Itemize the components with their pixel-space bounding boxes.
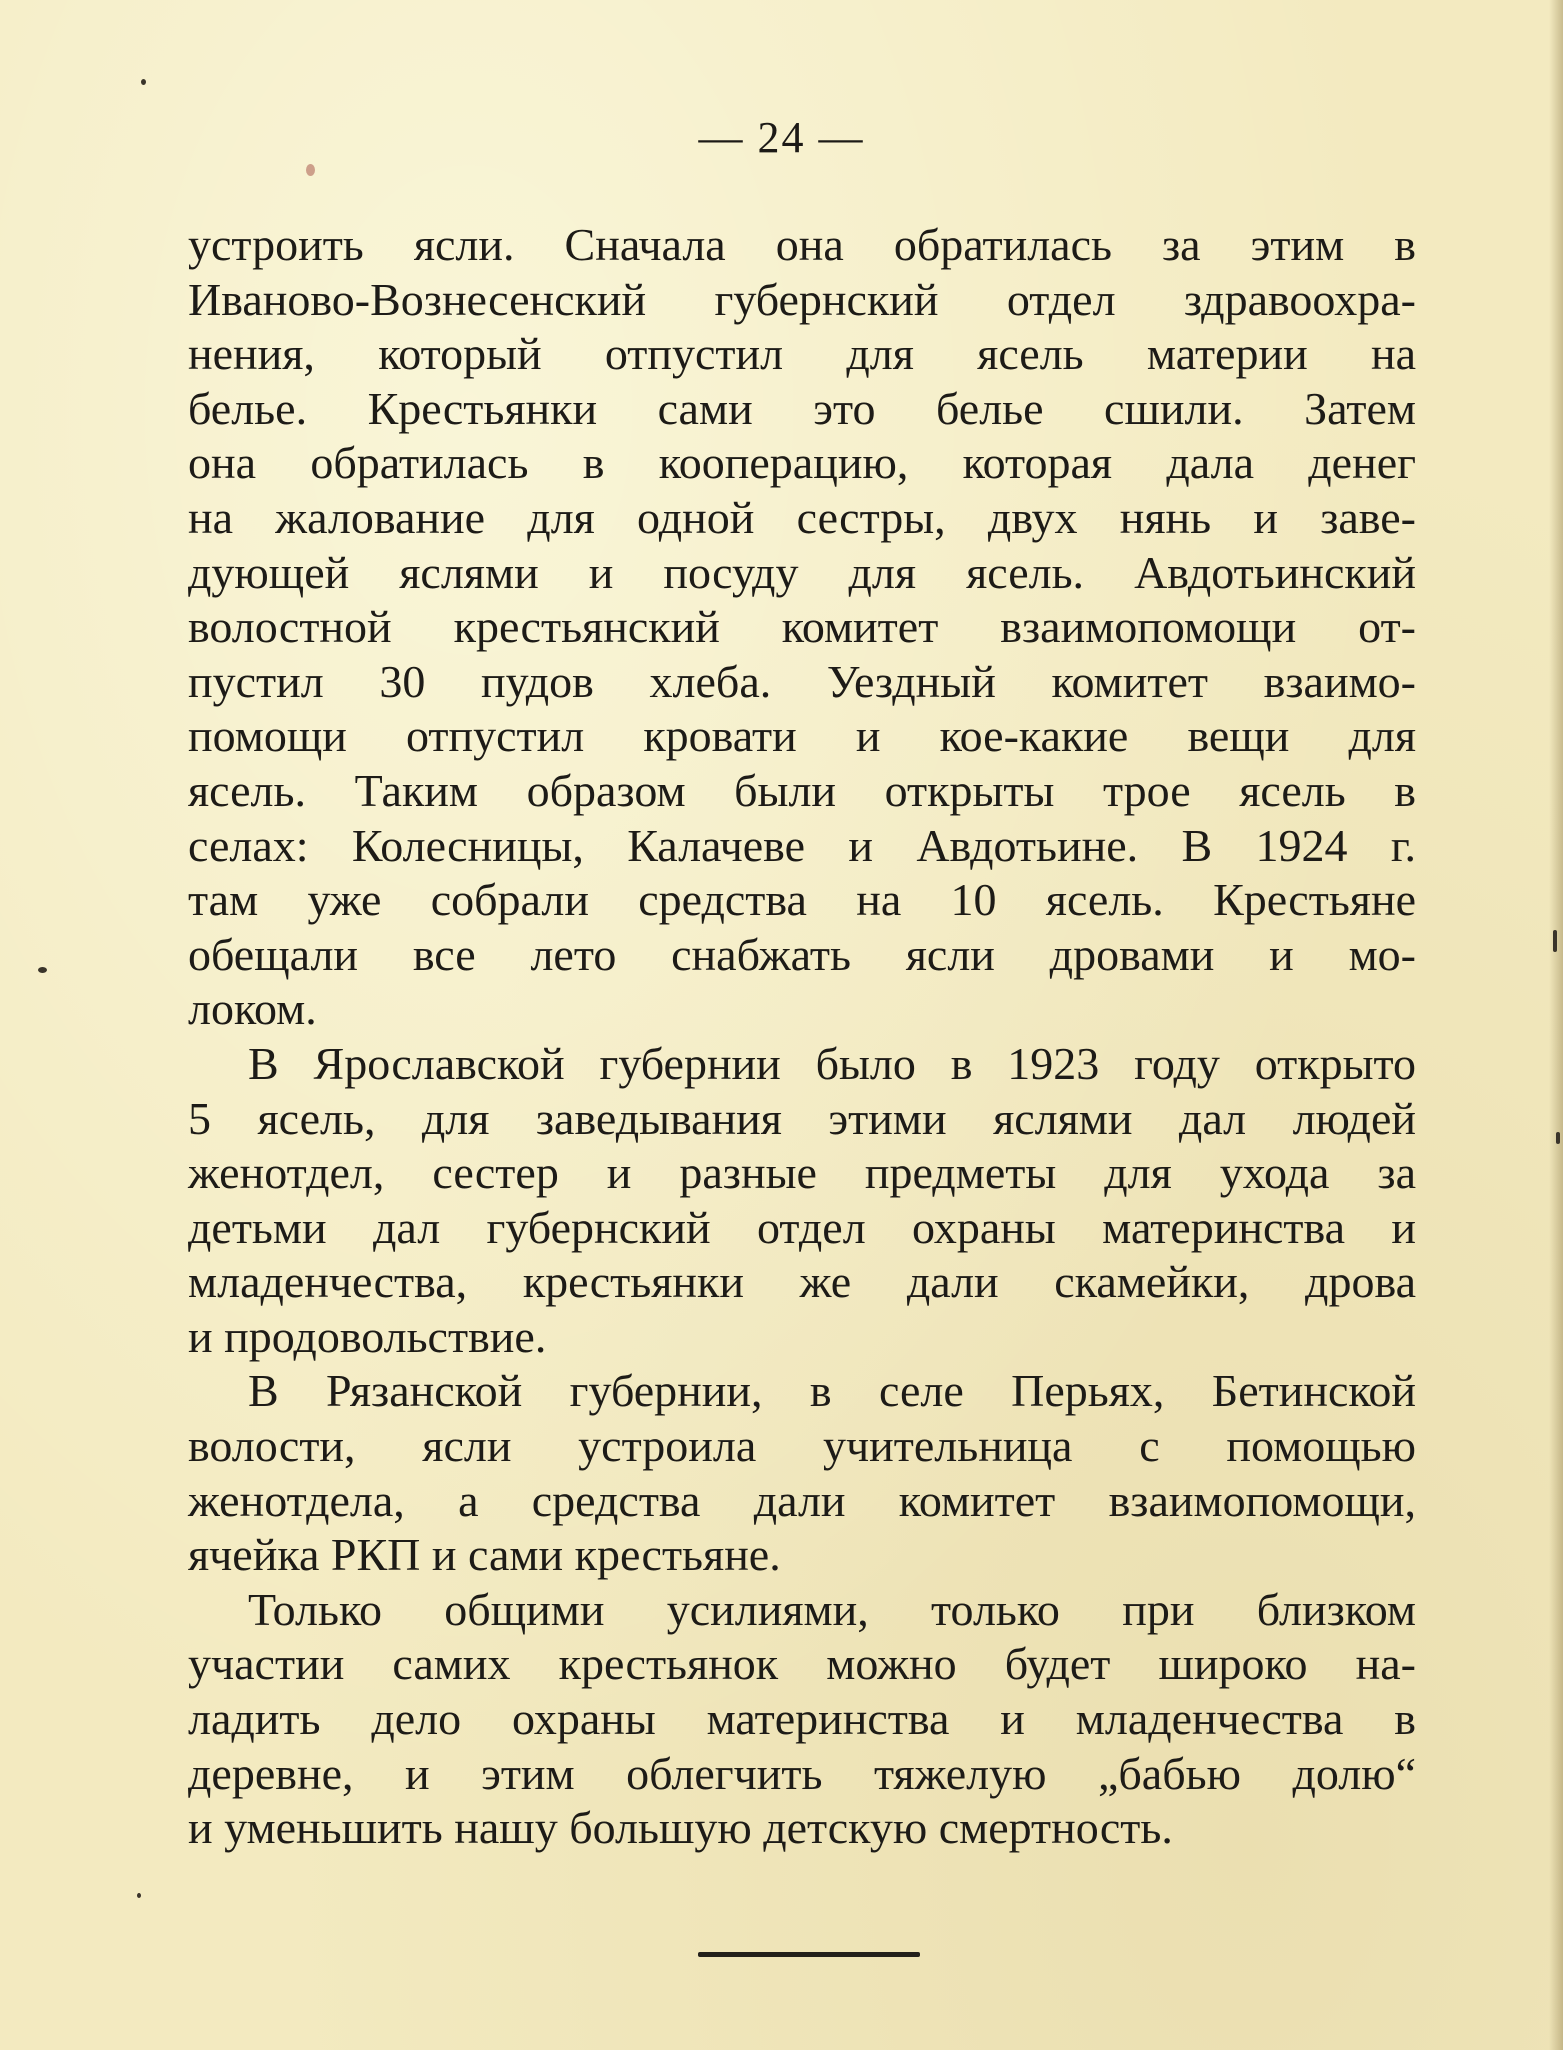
page-edge-shadow — [1549, 0, 1563, 2050]
paragraph-1 — [188, 218, 1416, 1037]
ink-speck — [1553, 930, 1557, 952]
text-line: деревне, и этим облегчить тяжелую „бабью долю“ — [188, 1747, 1416, 1799]
paragraph-3 — [188, 1364, 1416, 1582]
end-rule — [698, 1952, 920, 1957]
ink-speck — [1556, 1132, 1560, 1144]
text-line: ладить дело охраны материнства и младенчества в — [188, 1693, 1416, 1745]
text-line: и продовольствие. — [188, 1310, 547, 1362]
text-line: 5 ясель, для заведывания этими яслями дал людей — [188, 1092, 1416, 1144]
text-line: Только общими усилиями, только при близком — [248, 1583, 1416, 1635]
page-number: — 24 — — [698, 113, 865, 162]
text-line: нения, который отпустил для ясель материи на — [188, 328, 1416, 380]
text-line: младенчества, крестьянки же дали скамейки, дрова — [188, 1256, 1416, 1308]
text-line: устроить ясли. Сначала она обратилась за этим в — [188, 219, 1416, 270]
text-line: ячейка РКП и сами крестьяне. — [188, 1529, 781, 1581]
text-line: обещали все лето снабжать ясли дровами и мо- — [188, 928, 1416, 980]
text-line: там уже собрали средства на 10 ясель. Крестьяне — [188, 874, 1416, 926]
text-line: участии самих крестьянок можно будет широко на- — [188, 1638, 1416, 1690]
paragraph-4 — [188, 1583, 1416, 1856]
text-line: она обратилась в кооперацию, которая дала денег — [188, 437, 1416, 489]
text-body — [188, 218, 1416, 1856]
text-line: Иваново-Вознесенский губернский отдел здравоохра- — [188, 273, 1416, 325]
ink-speck — [137, 1893, 141, 1898]
text-line: на жалование для одной сестры, двух нянь и заве- — [188, 491, 1416, 543]
text-line: женотдела, а средства дали комитет взаимопомощи, — [188, 1474, 1416, 1526]
text-line: помощи отпустил кровати и кое-какие вещи для — [188, 710, 1416, 762]
text-line: ясель. Таким образом были открыты трое ясель в — [188, 764, 1416, 816]
paragraph-2 — [188, 1037, 1416, 1365]
text-line: белье. Крестьянки сами это белье сшили. Затем — [188, 382, 1416, 434]
text-line: В Рязанской губернии, в селе Перьях, Бетинской — [248, 1365, 1416, 1417]
text-line: локом. — [188, 983, 317, 1035]
text-line: волостной крестьянский комитет взаимопомощи от- — [188, 601, 1416, 653]
text-line: пустил 30 пудов хлеба. Уездный комитет взаимо- — [188, 655, 1416, 707]
ink-speck — [38, 967, 47, 973]
text-line: волости, ясли устроила учительница с помощью — [188, 1420, 1416, 1472]
text-line: и уменьшить нашу большую детскую смертность. — [188, 1802, 1173, 1854]
text-line: женотдел, сестер и разные предметы для ухода за — [188, 1147, 1416, 1199]
text-line: детьми дал губернский отдел охраны материнства и — [188, 1201, 1416, 1253]
text-line: дующей яслями и посуду для ясель. Авдотьинский — [188, 546, 1416, 598]
ink-speck — [306, 164, 315, 176]
text-line: селах: Колесницы, Калачеве и Авдотьине. В 1924 г. — [188, 819, 1416, 871]
text-line: В Ярославской губернии было в 1923 году открыто — [248, 1037, 1416, 1089]
ink-speck — [141, 79, 146, 85]
